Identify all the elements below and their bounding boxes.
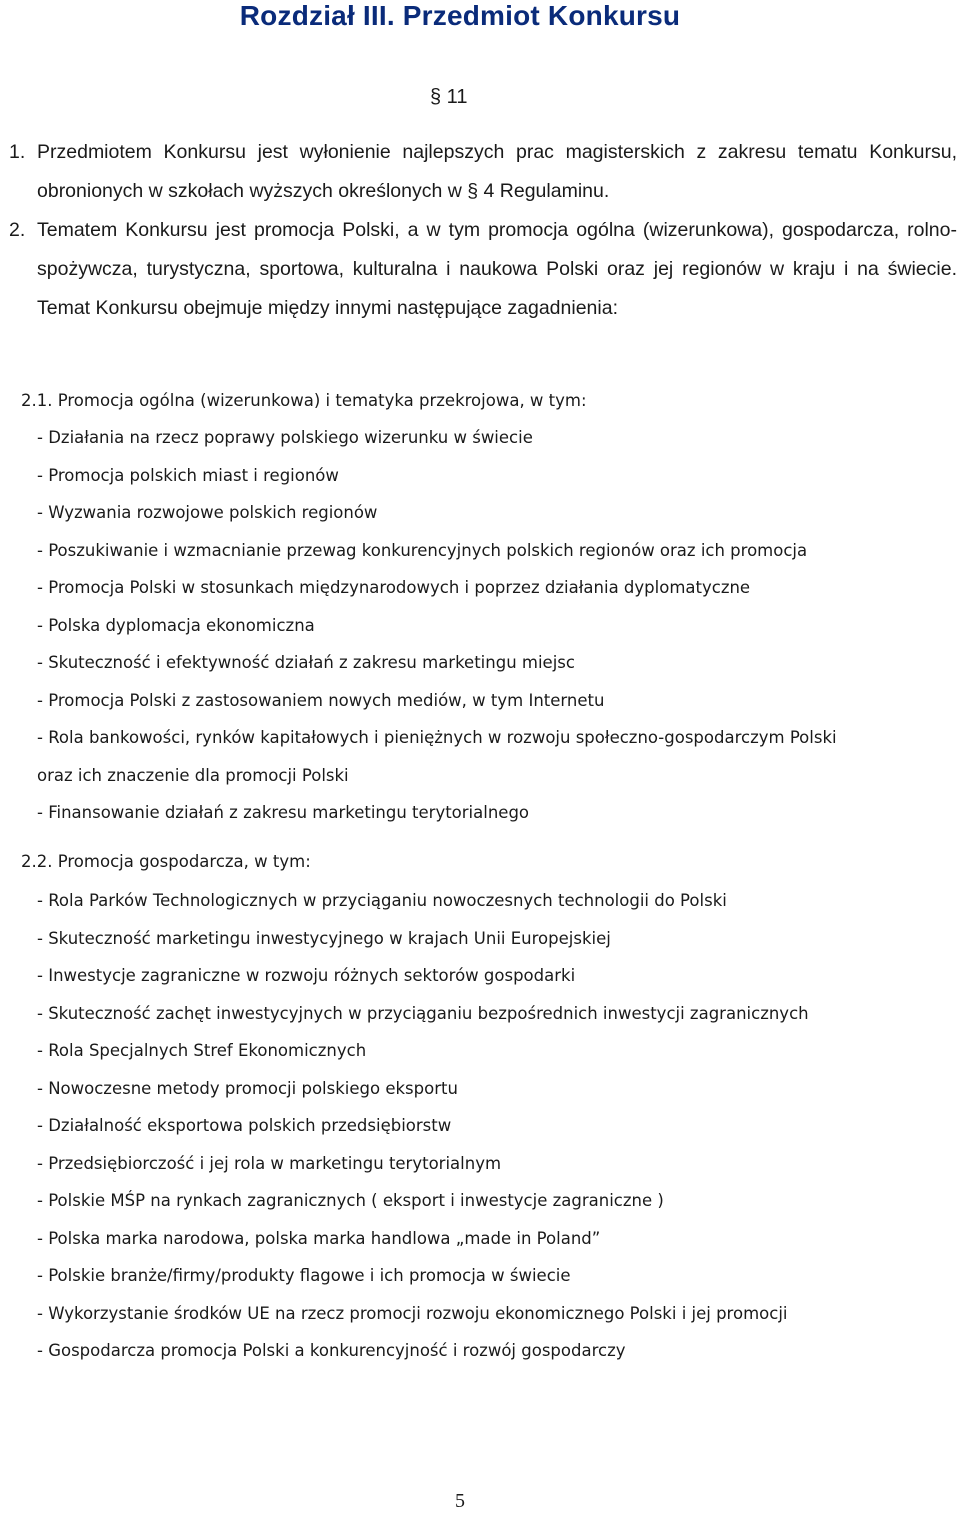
list-item: - Polska dyplomacja ekonomiczna	[37, 615, 315, 635]
list-item: - Działania na rzecz poprawy polskiego wizerunku w świecie	[37, 428, 533, 447]
section-2-1-list	[37, 419, 952, 832]
paragraph-2	[9, 211, 957, 328]
list-item: - Działalność eksportowa polskich przedsiębiorstw	[37, 1116, 452, 1135]
section-2-2-list	[37, 882, 952, 1370]
list-item: - Nowoczesne metody promocji polskiego eksportu	[37, 1078, 458, 1098]
page-number: 5	[455, 1490, 465, 1512]
list-item: - Polska marka narodowa, polska marka handlowa „made in Poland”	[37, 1228, 601, 1248]
paragraph-1	[9, 133, 957, 211]
list-item: - Wykorzystanie środków UE na rzecz promocji rozwoju ekonomicznego Polski i jej promocji	[37, 1303, 788, 1323]
list-item: - Gospodarcza promocja Polski a konkurencyjność i rozwój gospodarczy	[37, 1341, 626, 1360]
list-item: - Promocja polskich miast i regionów	[37, 465, 339, 485]
list-item: - Rola Parków Technologicznych w przyciąganiu nowoczesnych technologii do Polski	[37, 891, 727, 910]
list-item: - Finansowanie działań z zakresu marketingu terytorialnego	[37, 803, 530, 822]
chapter-title: Rozdział III. Przedmiot Konkursu	[239, 0, 681, 31]
list-item: - Inwestycje zagraniczne w rozwoju różnych sektorów gospodarki	[37, 966, 576, 985]
paragraph-1-text: Przedmiotem Konkursu jest wyłonienie najlepszych prac magisterskich z zakresu tematu Konkursu, obronionych w szkołach wyższych określonych w § 4 Regulaminu.	[37, 141, 957, 202]
list-item: - Promocja Polski z zastosowaniem nowych mediów, w tym Internetu	[37, 690, 605, 710]
list-item: - Przedsiębiorczość i jej rola w marketingu terytorialnym	[37, 1153, 502, 1173]
list-item: - Promocja Polski w stosunkach międzynarodowych i poprzez działania dyplomatyczne	[37, 578, 751, 597]
list-item: - Polskie MŚP na rynkach zagranicznych ( eksport i inwestycje zagraniczne )	[37, 1191, 664, 1210]
list-item: - Skuteczność i efektywność działań z zakresu marketingu miejsc	[37, 653, 575, 672]
list-item-continuation: oraz ich znaczenie dla promocji Polski	[37, 765, 349, 785]
section-mark: § 11	[430, 86, 468, 108]
list-item: - Polskie branże/firmy/produkty flagowe i ich promocja w świecie	[37, 1266, 571, 1285]
paragraph-1-number: 1.	[9, 141, 26, 163]
list-item: - Wyzwania rozwojowe polskich regionów	[37, 503, 378, 522]
section-2-1-heading: 2.1. Promocja ogólna (wizerunkowa) i tematyka przekrojowa, w tym:	[21, 391, 587, 410]
list-item: - Rola bankowości, rynków kapitałowych i pieniężnych w rozwoju społeczno-gospodarczym Polski	[37, 728, 837, 747]
list-item: - Poszukiwanie i wzmacnianie przewag konkurencyjnych polskich regionów oraz ich promocja	[37, 540, 808, 560]
paragraph-2-number: 2.	[9, 219, 26, 241]
list-item: - Skuteczność zachęt inwestycyjnych w przyciąganiu bezpośrednich inwestycji zagranicznych	[37, 1003, 809, 1023]
list-item: - Rola Specjalnych Stref Ekonomicznych	[37, 1041, 367, 1060]
section-2-2-heading: 2.2. Promocja gospodarcza, w tym:	[21, 852, 311, 871]
paragraph-2-text: Tematem Konkursu jest promocja Polski, a w tym promocja ogólna (wizerunkowa), gospodarcza, rolno-spożywcza, turystyczna, sportowa, kulturalna i naukowa Polski oraz jej regionów w kraju i na świecie. Temat Konkursu obejmuje między innymi następujące zagadnienia:	[37, 219, 957, 319]
list-item: - Skuteczność marketingu inwestycyjnego w krajach Unii Europejskiej	[37, 928, 611, 948]
